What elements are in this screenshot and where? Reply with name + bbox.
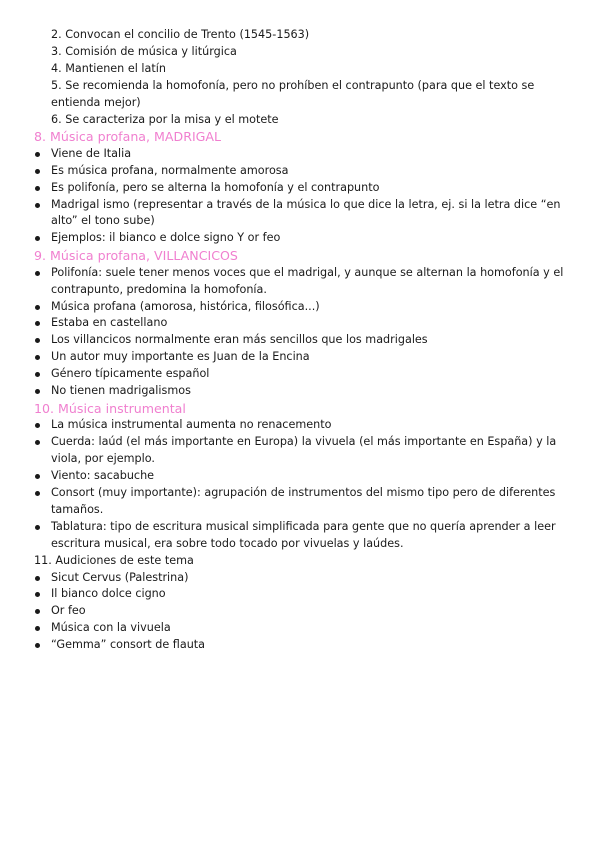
list-item: Consort (muy importante): agrupación de instrumentos del mismo tipo pero de diferentes tamaños. <box>34 485 564 519</box>
list-item: Un autor muy importante es Juan de la Encina <box>34 349 564 366</box>
list-item: No tienen madrigalismos <box>34 383 564 400</box>
list-item: 2. Convocan el concilio de Trento (1545-1563) <box>51 28 310 41</box>
list-item: Polifonía: suele tener menos voces que el madrigal, y aunque se alternan la homofonía y el contrapunto, predomina la homofonía. <box>34 265 564 299</box>
list-item: Ejemplos: il bianco e dolce signo Y or feo <box>34 230 564 247</box>
list-item: Viento: sacabuche <box>34 468 564 485</box>
bullet-list-audiciones <box>34 570 564 655</box>
top-numbered-list <box>34 27 564 128</box>
list-item: Género típicamente español <box>34 366 564 383</box>
list-item: Música profana (amorosa, histórica, filosófica...) <box>34 299 564 316</box>
bullet-list-instrumental <box>34 417 564 552</box>
section-heading-instrumental: 10. Música instrumental <box>34 400 186 416</box>
list-item: “Gemma” consort de flauta <box>34 637 564 654</box>
bullet-list-villancicos <box>34 265 564 400</box>
list-item: 3. Comisión de música y litúrgica <box>51 44 237 58</box>
list-item: Il bianco dolce cigno <box>34 586 564 603</box>
list-item: Madrigal ismo (representar a través de la música lo que dice la letra, ej. si la letra dice “en alto” el tono sube) <box>34 197 564 231</box>
list-item: Sicut Cervus (Palestrina) <box>34 570 564 587</box>
list-item: Música con la vivuela <box>34 620 564 637</box>
list-item: Viene de Italia <box>34 146 564 163</box>
list-item: Estaba en castellano <box>34 315 564 332</box>
list-item: Tablatura: tipo de escritura musical simplificada para gente que no quería aprender a leer escritura musical, era sobre todo tocado por vivuelas y laúdes. <box>34 519 564 553</box>
list-item: 6. Se caracteriza por la misa y el motete <box>51 112 279 126</box>
bullet-list-madrigal <box>34 146 564 247</box>
list-item: Es música profana, normalmente amorosa <box>34 163 564 180</box>
section-heading-madrigal: 8. Música profana, MADRIGAL <box>34 129 222 145</box>
section-heading-audiciones: 11. Audiciones de este tema <box>34 553 194 567</box>
list-item: 4. Mantienen el latín <box>51 61 166 75</box>
list-item: Los villancicos normalmente eran más sencillos que los madrigales <box>34 332 564 349</box>
list-item: Cuerda: laúd (el más importante en Europa) la vivuela (el más importante en España) y la viola, por ejemplo. <box>34 434 564 468</box>
section-heading-villancicos: 9. Música profana, VILLANCICOS <box>34 248 238 264</box>
notes-content <box>34 27 564 654</box>
list-item: Es polifonía, pero se alterna la homofonía y el contrapunto <box>34 180 564 197</box>
list-item: La música instrumental aumenta no renacemento <box>34 417 564 434</box>
list-item: 5. Se recomienda la homofonía, pero no prohíben el contrapunto (para que el texto se entienda mejor) <box>51 78 535 109</box>
list-item: Or feo <box>34 603 564 620</box>
